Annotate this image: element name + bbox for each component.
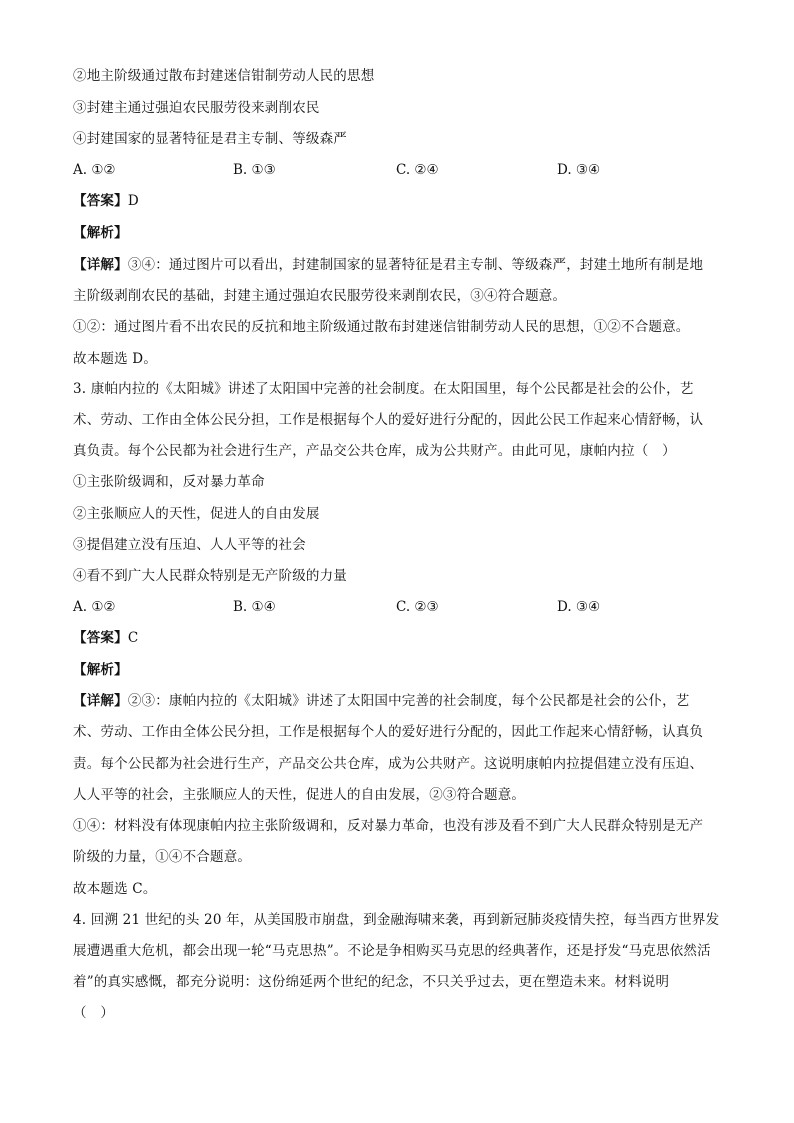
detail-text: ③④：通过图片可以看出，封建制国家的显著特征是君主专制、等级森严，封建土地所有制是地 [127,257,704,273]
q3-detail-line-6: 阶级的力量，①④不合题意。 [73,849,252,865]
q4-stem-line-2: 展遭遇重大危机，都会出现一轮“马克思热”。不论是争相购买马克思的经典著作，还是抒发“马克思依然活 [73,943,711,959]
q3-option-d: D. ③④ [557,599,601,615]
q3-detail-line-4: 人人平等的社会，主张顺应人的天性，促进人的自由发展，②③符合题意。 [73,787,526,803]
q3-detail-line-3: 责。每个公民都为社会进行生产，产品交公共仓库，成为公共财产。这说明康帕内拉提倡建立没有压迫、 [73,756,704,772]
q2-detail-line-1 [73,256,703,274]
q2-statement-2: ②地主阶级通过散布封建迷信钳制劳动人民的思想 [73,68,375,84]
q3-detail-line-2: 术、劳动、工作由全体公民分担，工作是根据每个人的爱好进行分配的，因此工作起来心情舒畅，认真负 [73,724,704,740]
answer-tag: 【答案】 [73,193,128,209]
q3-statement-2: ②主张顺应人的天性，促进人的自由发展 [73,506,320,522]
q2-detail-line-2: 主阶级剥削农民的基础，封建主通过强迫农民服劳役来剥削农民，③④符合题意。 [73,288,567,304]
q3-answer [73,629,138,647]
q2-option-b: B. ①③ [233,162,276,178]
q3-stem-line-3: 真负责。每个公民都为社会进行生产，产品交公共仓库，成为公共财产。由此可见，康帕内拉（ ） [73,443,676,459]
q3-detail-line-1 [73,692,690,710]
q3-option-b: B. ①④ [233,599,276,615]
q3-statement-1: ①主张阶级调和，反对暴力革命 [73,474,265,490]
q3-option-a: A. ①② [73,599,116,615]
q3-conclusion: 故本题选 C。 [73,881,157,897]
answer-value: D [127,193,139,209]
q3-statement-3: ③提倡建立没有压迫、人人平等的社会 [73,537,306,553]
q3-stem-line-2: 术、劳动、工作由全体公民分担，工作是根据每个人的爱好进行分配的，因此公民工作起来心情舒畅，认 [73,412,704,428]
q2-detail-line-3: ①②：通过图片看不出农民的反抗和地主阶级通过散布封建迷信钳制劳动人民的思想，①②不合题意。 [73,319,690,335]
detail-text: ②③：康帕内拉的《太阳城》讲述了太阳国中完善的社会制度，每个公民都是社会的公仆，艺 [127,693,690,709]
q2-answer [73,192,139,210]
q3-stem-line-1: 3. 康帕内拉的《太阳城》讲述了太阳国中完善的社会制度。在太阳国里，每个公民都是社会的公仆，艺 [73,381,694,397]
q4-stem-line-3: 着”的真实感慨，都充分说明：这份绵延两个世纪的纪念，不只关乎过去，更在塑造未来。材料说明 [73,974,670,990]
answer-tag: 【答案】 [73,630,128,646]
q2-conclusion: 故本题选 D。 [73,351,158,367]
q2-analysis-tag: 【解析】 [73,225,128,241]
q2-option-d: D. ③④ [557,162,601,178]
q3-statement-4: ④看不到广大人民群众特别是无产阶级的力量 [73,568,347,584]
q4-stem-line-1: 4. 回溯 21 世纪的头 20 年，从美国股市崩盘，到金融海啸来袭，再到新冠肺炎疫情失控，每当西方世界发 [73,912,720,928]
q2-statement-3: ③封建主通过强迫农民服劳役来剥削农民 [73,100,320,116]
q3-detail-line-5: ①④：材料没有体现康帕内拉主张阶级调和，反对暴力革命，也没有涉及看不到广大人民群众特别是无产 [73,818,704,834]
q3-option-c: C. ②③ [396,599,439,615]
q2-option-c: C. ②④ [396,162,439,178]
q4-stem-line-4: （ ） [73,1005,115,1021]
q2-statement-4: ④封建国家的显著特征是君主专制、等级森严 [73,131,347,147]
detail-tag: 【详解】 [73,693,128,709]
q3-analysis-tag: 【解析】 [73,662,128,678]
detail-tag: 【详解】 [73,257,128,273]
answer-value: C [127,630,139,646]
q2-option-a: A. ①② [73,162,116,178]
